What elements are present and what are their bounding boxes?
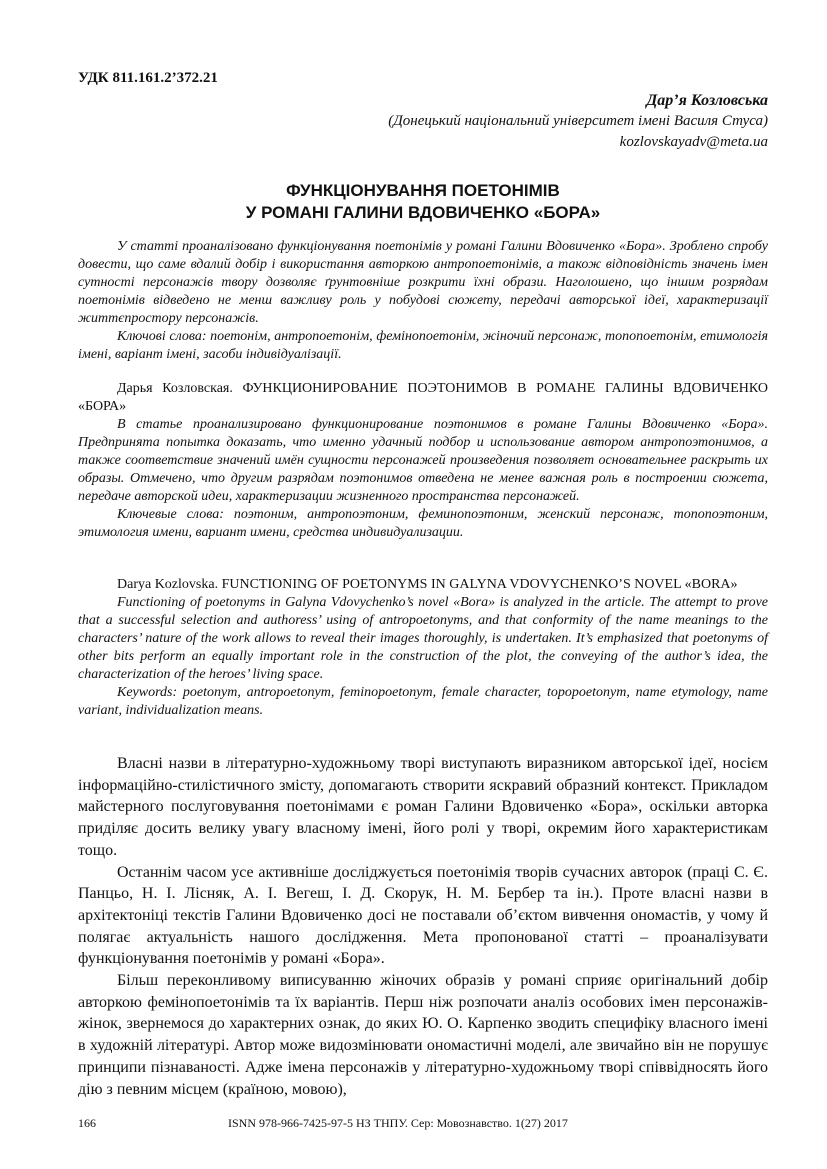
abstract-ru-text: В статье проанализировано функционирование поэтонимов в романе Галины Вдовиченко «Бора». Предпринята попытка доказать, что именно удачный подбор и использование автором антропоэтонимов, а также соответствие значений имён сущности персонажей произведения позволяет основательнее раскрыть их образы. Отмечено, что другим разрядам поэтонимов отведена не менее важная роль в построении сюжета, передаче авторской идеи, характеризации жизненного пространства персонажей. <box>78 417 768 504</box>
abstract-ua-text: У статті проаналізовано функціонування поетонімів у романі Галини Вдовиченко «Бора». Зроблено спробу довести, що саме вдалий добір і використання авторкою антропоетонімів, а також відповідність значень імен сутності персонажів твору дозволяє ґрунтовніше розкрити їхні образи. Наголошено, що іншим розрядам поетонімів відведено не менш важливу роль у побудові сюжету, передачі авторської ідеї, характеризації життєпростору персонажів. <box>78 239 768 326</box>
abstract-en-keywords: Keywords: poetonym, antropoetonym, feminopoetonym, female character, topopoetonym, name etymology, name variant, individualization means. <box>78 685 768 718</box>
abstract-ukrainian <box>78 238 768 364</box>
udk-code: УДК 811.161.2’372.21 <box>78 70 218 86</box>
article-body <box>78 753 768 1100</box>
title-line-2: У РОМАНІ ГАЛИНИ ВДОВИЧЕНКО «БОРА» <box>245 203 601 222</box>
abstract-ru-keywords: Ключевые слова: поэтоним, антропоэтоним, феминопоэтоним, женский персонаж, топопоэтоним, этимология имени, вариант имени, средства индивидуализации. <box>78 507 768 540</box>
title-line-1: ФУНКЦІОНУВАННЯ ПОЕТОНІМІВ <box>286 181 560 200</box>
author-affiliation: (Донецький національний університет імені Василя Стуса) <box>388 113 768 129</box>
abstract-en-text: Functioning of poetonyms in Galyna Vdovychenko’s novel «Bora» is analyzed in the article. The attempt to prove that a successful selection and authoress’ using of antropoetonyms, and that conformity of the name meanings to the characters’ nature of the work allows to reveal their images thoroughly, is undertaken. It’s emphasized that poetonyms of other bits perform an equally important role in the construction of the plot, the conveying of the author’s idea, the characterization of the heroes’ living space. <box>78 595 768 682</box>
body-paragraph: Власні назви в літературно-художньому творі виступають виразником авторської ідеї, носієм інформаційно-стилістичного змісту, допомагають створити яскравий образний контекст. Прикладом майстерного послуговування поетонімами є роман Галини Вдовиченко «Бора», оскільки авторка приділяє досить велику увагу власному імені, його ролі у творі, окремим його характеристикам тощо. <box>78 755 768 859</box>
author-email: kozlovskayadv@meta.ua <box>619 134 768 150</box>
page-number: 166 <box>78 1116 96 1130</box>
author-block <box>388 90 768 153</box>
body-paragraph: Більш переконливому виписуванню жіночих образів у романі сприяє оригінальний добір авторкою фемінопоетонімів та їх варіантів. Перш ніж розпочати аналіз особових імен персонажів-жінок, звернемося до характерних ознак, до яких Ю. О. Карпенко зводить специфіку власного імені в художній літературі. Автор може видозмінювати ономастичні моделі, але звичайно він не порушує принципи пізнаваності. Адже імена персонажів у літературно-художньому творі співвідносять його дію з певним місцем (країною, мовою), <box>78 972 768 1098</box>
abstract-russian <box>78 380 768 542</box>
abstract-en-heading: Darya Kozlovska. FUNCTIONING OF POETONYMS IN GALYNA VDOVYCHENKO’S NOVEL «BORA» <box>117 577 738 592</box>
abstract-english <box>78 576 768 720</box>
journal-issn: ISNN 978-966-7425-97-5 НЗ ТНПУ. Сер: Мовознавство. 1(27) 2017 <box>228 1116 568 1130</box>
author-name: Дар’я Козловська <box>646 92 768 109</box>
abstract-ua-keywords: Ключові слова: поетонім, антропоетонім, фемінопоетонім, жіночий персонаж, топопоетонім, етимологія імені, варіант імені, засоби індивідуалізації. <box>78 329 768 362</box>
body-paragraph: Останнім часом усе активніше досліджується поетонімія творів сучасних авторок (праці С. Є. Панцьо, Н. І. Лісняк, А. І. Вегеш, І. Д. Скорук, Н. М. Бербер та ін.). Проте власні назви в архітектоніці текстів Галини Вдовиченко досі не поставали об’єктом вивчення ономастів, у чому й полягає актуальність нашого дослідження. Мета пропонованої статті – проаналізувати функціонування поетонімів у романі «Бора». <box>78 863 768 968</box>
article-title <box>78 180 768 224</box>
abstract-ru-heading: Дарья Козловская. ФУНКЦИОНИРОВАНИЕ ПОЭТОНИМОВ В РОМАНЕ ГАЛИНЫ ВДОВИЧЕНКО «БОРА» <box>78 381 768 414</box>
